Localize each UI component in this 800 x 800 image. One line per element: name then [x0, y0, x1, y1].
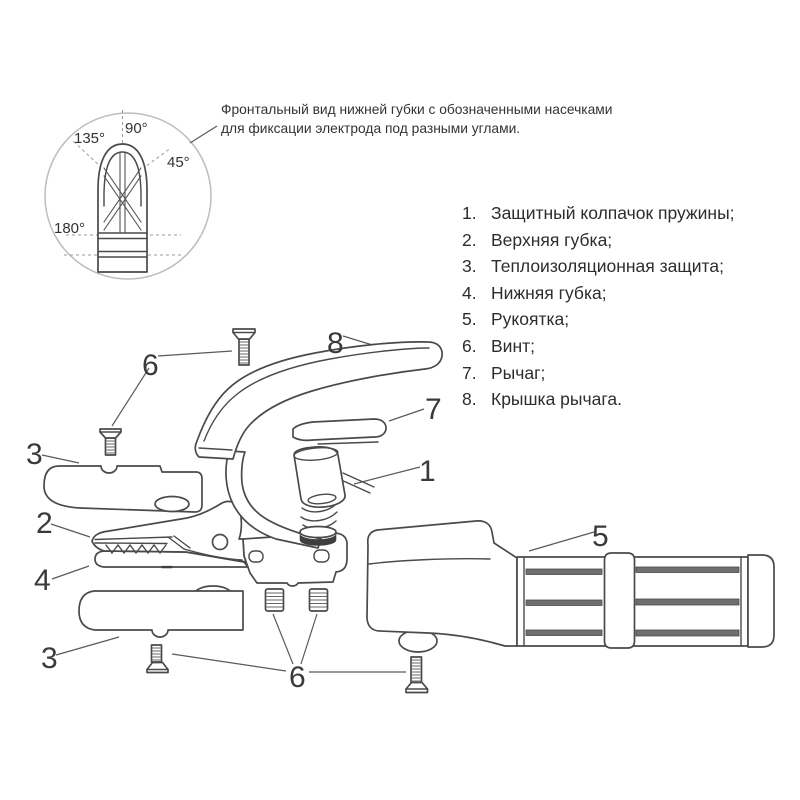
legend-item	[462, 360, 792, 387]
part-lever-cover-8	[195, 342, 442, 459]
inset-caption	[221, 101, 651, 138]
callout-3-top: 3	[26, 438, 43, 471]
part-screw-small-6	[100, 429, 121, 455]
legend-item-label: Защитный колпачок пружины;	[491, 203, 735, 223]
legend-item	[462, 200, 792, 227]
washer-top	[300, 527, 336, 538]
legend-item-number: 6.	[462, 335, 477, 356]
callout-6-bottom: 6	[289, 661, 306, 694]
part-screw-top-6	[233, 329, 255, 365]
callout-1: 1	[419, 455, 436, 488]
callout-8: 8	[327, 327, 344, 360]
parts-legend	[462, 200, 792, 413]
part-handle-5	[367, 521, 774, 652]
legend-item-number: 3.	[462, 256, 477, 277]
legend-item	[462, 333, 792, 360]
legend-item	[462, 253, 792, 280]
part-heat-shield-bottom-3	[79, 586, 243, 637]
legend-item-number: 8.	[462, 389, 477, 410]
legend-item-number: 1.	[462, 203, 477, 223]
legend-item-number: 2.	[462, 229, 477, 250]
callout-6-top: 6	[142, 349, 159, 382]
inset-caption-line2: для фиксации электрода под разными углами.	[221, 120, 521, 136]
handle-end-cap	[748, 555, 774, 647]
part-screw-handle-6	[406, 657, 428, 693]
legend-item-label: Верхняя губка;	[491, 229, 613, 250]
angle-label-135: 135°	[74, 130, 106, 147]
jaw-frontal-outline	[98, 144, 147, 272]
legend-item-label: Теплоизоляционная защита;	[491, 256, 724, 277]
callout-5: 5	[592, 520, 609, 553]
legend-item-label: Винт;	[491, 335, 535, 356]
legend-item-label: Рукоятка;	[491, 309, 570, 330]
legend-item-label: Рычаг;	[491, 362, 546, 383]
legend-item	[462, 227, 792, 254]
legend-item	[462, 280, 792, 307]
legend-item-number: 7.	[462, 362, 477, 383]
legend-item-label: Нижняя губка;	[491, 282, 607, 303]
callout-2: 2	[36, 507, 53, 540]
shield-oval-boss	[155, 497, 189, 512]
part-heat-shield-top-3	[44, 466, 202, 512]
pivot-rivet	[213, 535, 228, 550]
part-stud-right-6	[310, 589, 328, 611]
legend-item	[462, 306, 792, 333]
callout-3-bottom: 3	[41, 642, 58, 675]
legend-item-number: 4.	[462, 282, 477, 303]
angle-label-45: 45°	[167, 154, 190, 171]
legend-item-number: 5.	[462, 309, 477, 330]
angle-label-180: 180°	[54, 220, 86, 237]
inset-caption-line1: Фронтальный вид нижней губки с обозначенными насечками	[221, 102, 613, 117]
part-screw-bottom-6	[147, 645, 168, 673]
callout-4: 4	[34, 564, 51, 597]
part-spring-cap-1	[294, 446, 346, 507]
legend-item	[462, 386, 792, 413]
callout-7: 7	[425, 393, 442, 426]
part-stud-left-6	[266, 589, 284, 611]
inset-caption-leader	[190, 126, 217, 143]
handle-collar	[605, 553, 635, 648]
jaw-frontal-inset	[45, 110, 217, 279]
part-lever-7	[293, 419, 386, 444]
angle-label-90: 90°	[125, 120, 148, 137]
legend-item-label: Крышка рычага.	[491, 389, 622, 410]
handle-hood	[367, 521, 517, 646]
